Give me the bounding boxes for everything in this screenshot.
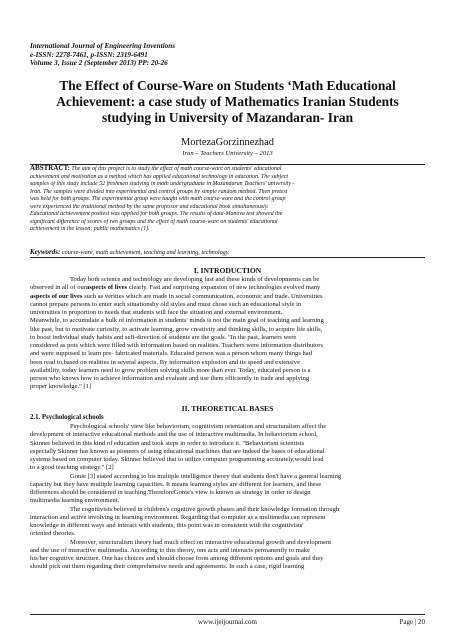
abstract-text: The aim of this project is to study the effect of math course-ware on students' educational [71,166,282,172]
journal-issn: e-ISSN: 2278-7461, p-ISSN: 2319-6491 [30,50,148,59]
body-line: interaction and active involving in learning environment. Regarding that computer as a multimedia can represent [30,513,326,521]
body-line: Meanwhile, to accumulate a bulk of information in students' minds is not the main goal of teaching and learning [30,317,324,325]
theoretical-bases-body [30,423,425,572]
body-line: like past, but to motivate curiosity, to activate learning, grow creativity and thinking skills, to acquire life skills, [30,325,323,333]
body-line: to boost individual study habits and self-direction of students are the goals. "In the past, learners were [30,333,297,341]
body-line: Psychological schools' view like behaviorism, cognitivism orientation and structuralism affect the [70,423,327,430]
body-line: proper knowledge." [1] [30,383,92,391]
introduction-body [30,276,425,392]
section-heading-introduction: I. INTRODUCTION [193,266,262,275]
abstract-line: was held for both groups. The experimental group were taught with math course-ware and the control group [30,196,286,203]
body-line: aspects of our lives such as verities which are made in social communication, economic and trade. Universities [30,292,323,300]
abstract-line-0 [30,165,425,174]
page-footer [30,614,425,627]
body-line: knowledge in different ways and interact with students, this point was in consistent with the cognitivists' [30,522,304,529]
author-affiliation: Iran – Teachers University – 2013 [182,150,273,157]
page-number: Page | 20 [399,618,425,626]
body-line: and were supposed to learn pre- fabricated materials. Educated person was a person whom many things had [30,350,312,358]
body-line: oriented theories. [30,530,76,538]
body-line: observed in all of ouraspects of lives clearly. Fast and surprising expansion of new technologies evolved many [30,284,321,292]
body-line: person who knows how to achieve information and evaluate and use them efficiently in trade and applying [30,375,310,382]
journal-url: www.ijeijournal.com [197,618,258,626]
body-line: his/her cognitive structure. One has choices and should choose from among different options and goals and they [30,555,324,562]
abstract-label: ABSTRACT: [30,165,70,172]
abstract-line: achievement in the lesson; public mathematics (1). [30,226,150,233]
body-line: universities in proportion to needs that students will face the situation and external environment. [30,309,283,316]
journal-name: International Journal of Engineering Inventions [30,42,175,50]
abstract-line: achievement and motivation as a method which has applied educational technology in education. The subject [30,173,288,180]
abstract [30,165,425,234]
keywords-label: Keywords: [30,248,61,256]
body-line: been read to,based on realities in several aspects. By information explosion and its speed and extensive [30,358,300,366]
subsection-heading: 2.1. Psychological schools [30,414,104,421]
abstract-line: significant difference of scores of two groups and the effect of math course-ware on students' educational [30,218,278,225]
body-line: systems based on computer today. Skinner believed that to utilize computer programming accurately,would lead [30,456,324,463]
keywords-bottom-rule [30,257,425,258]
body-line: cannot prepare persons to enter such situationsby old styles and must chose such an educational style in [30,300,302,308]
paper-title: The Effect of Course-Ware on Students ‘Math Educational Achievement: a case study of Mathematics Iranian Students studying in University of Mazandaran- Iran [56,78,399,125]
journal-volume: Volume 3, Issue 2 (September 2013) PP: 20-26 [30,59,168,68]
body-line: especially Skinner has known as pioneers of using educational machines that are indeed the bases of educational [30,447,325,455]
body-line: Skinner believed in this kind of education and took steps in order to introduce it. "Behaviorism scientists [30,439,305,447]
body-line: availability, today learners need to grow problem solving skills more than ever. Today, educated person is a [30,366,311,374]
abstract-line: were experienced the traditional method by the same professor and educational book simultaneously. [30,203,269,210]
body-line: The cognitivists believed in children's cognitive growth phases and their knowledge formation through [70,505,340,513]
body-line: considered as pots which were filled with information based on realities. Teachers were information distributors [30,342,324,349]
journal-header [30,42,430,68]
section-heading-theoretical-bases: II. THEORETICAL BASES [181,404,274,413]
body-line: should pick out them regarding their comprehensive needs and agreements. In such a case, rigid learning [30,563,305,571]
abstract-line: Educational achievement posttest was applied for both groups. The results of data-Manova test showed the [30,211,283,218]
body-line: differences should be considered in teaching.ThereforeGonie's view is known as strategy in order to design [30,489,311,496]
body-line: multimedia learning environment. [30,497,120,505]
abstract-line: Iran. The samples were divided into experimental and control groups by simple random method. Then pretest [30,188,288,195]
keywords [30,249,425,257]
body-line: Gonie [3] stated according to his multiple intelligence theory that students don't have a general learning [70,472,342,480]
body-line: and the use of interactive multimedia. According to this theory, one acts and interacts permanently to make [30,546,310,554]
body-line: capacity but they have multiple learning capacities. It means learning styles are different for learners, and these [30,480,322,488]
body-line: Moreover, structuralism theory had much effect on interactive educational growth and development [70,538,332,546]
body-line: development of interactive educational methods and the use of interactive multimedia. In behaviorism school, [30,431,318,439]
body-line: Today both science and technology are developing fast and these kinds of developments can be [70,276,320,283]
body-line: to a good teaching strategy." [2] [30,464,114,472]
author-name: MortezaGorzinnezhad [181,137,274,148]
abstract-line: samples of this study include 52 freshmen studying in math undergraduate in Mazandaran Teachers' university - [30,181,295,188]
keywords-text: course-ware, math achievement, teaching and learning, technology. [61,249,230,256]
